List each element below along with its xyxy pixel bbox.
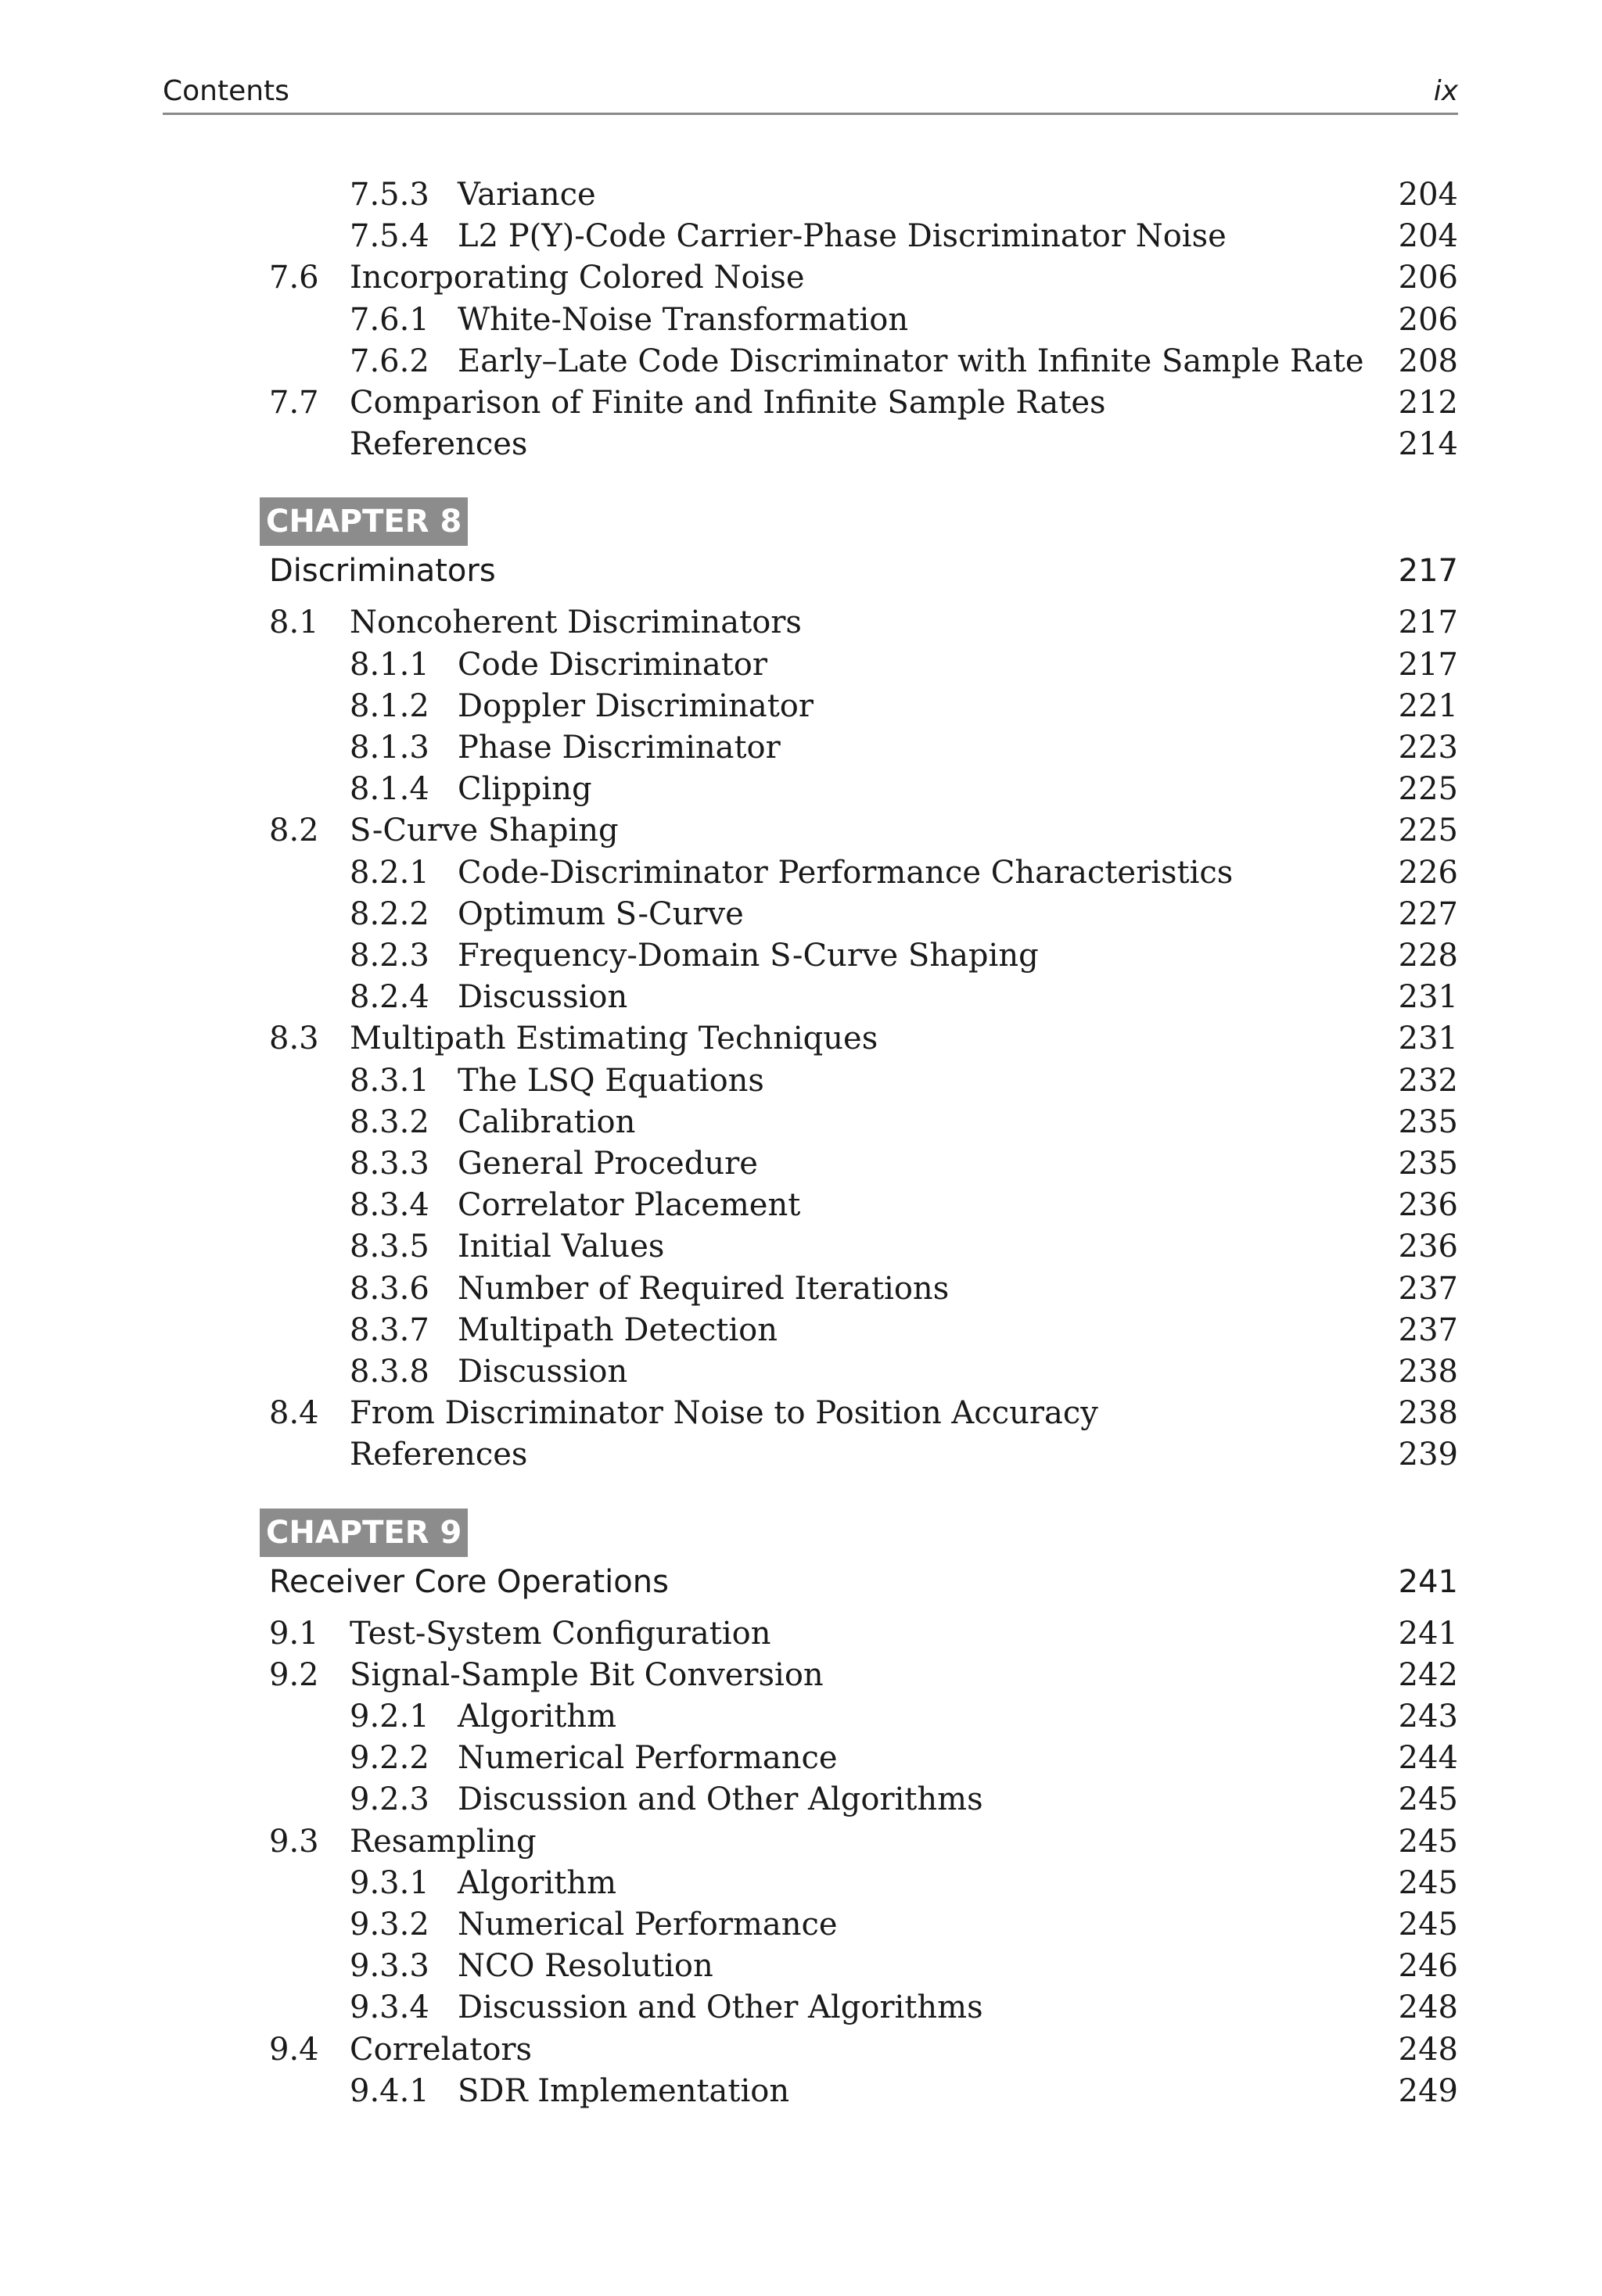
- toc-entry-page-number: 208: [1398, 343, 1458, 379]
- toc-entry-number: 7.7: [269, 385, 319, 421]
- toc-subsection-entry[interactable]: [0, 1102, 1602, 1143]
- toc-entry-page-number: 242: [1398, 1656, 1458, 1693]
- toc-entry-title: Test-System Configuration: [350, 1615, 771, 1652]
- running-header: [163, 75, 1458, 115]
- toc-entry-page-number: 245: [1398, 1907, 1458, 1943]
- toc-entry-page-number: 204: [1398, 177, 1458, 213]
- toc-entry-page-number: 241: [1398, 1615, 1458, 1652]
- chapter-title-entry[interactable]: [269, 1560, 1458, 1604]
- toc-entry-number: 8.1.3: [350, 730, 429, 766]
- toc-entry-title: From Discriminator Noise to Position Accuracy: [350, 1395, 1098, 1432]
- toc-entry-page-number: 227: [1398, 895, 1458, 932]
- toc-entry-title: Noncoherent Discriminators: [350, 604, 802, 641]
- toc-subsection-entry[interactable]: [0, 1268, 1602, 1310]
- toc-subsection-entry[interactable]: [0, 1226, 1602, 1268]
- toc-entry-number: 8.1.2: [350, 687, 429, 724]
- toc-entry-title: The LSQ Equations: [458, 1062, 764, 1099]
- toc-subsection-entry[interactable]: [0, 1060, 1602, 1102]
- toc-entry-number: 9.3.1: [350, 1864, 429, 1901]
- toc-subsection-entry[interactable]: [0, 2071, 1602, 2112]
- chapter-badge: CHAPTER 9: [260, 1509, 468, 1557]
- toc-entry-title: Incorporating Colored Noise: [350, 260, 805, 296]
- toc-subsection-entry[interactable]: [0, 1738, 1602, 1779]
- toc-subsection-entry[interactable]: [0, 300, 1602, 341]
- toc-subsection-entry[interactable]: [0, 894, 1602, 935]
- toc-entry-number: 8.3.2: [350, 1103, 429, 1140]
- toc-entry-number: 8.3.6: [350, 1270, 429, 1307]
- toc-subsection-entry[interactable]: [0, 1987, 1602, 2029]
- toc-entry-title: Clipping: [458, 771, 592, 808]
- toc-entry-number: 8.2.1: [350, 854, 429, 891]
- toc-subsection-entry[interactable]: [0, 1143, 1602, 1185]
- toc-entry-number: 9.2.1: [350, 1699, 429, 1735]
- chapter-badge: CHAPTER 8: [260, 497, 468, 546]
- chapter-title: Discriminators: [269, 553, 496, 590]
- toc-entry-number: 8.3.5: [350, 1229, 429, 1265]
- toc-entry-title: Signal-Sample Bit Conversion: [350, 1656, 824, 1693]
- toc-entry-title: Correlator Placement: [458, 1187, 801, 1224]
- toc-subsection-entry[interactable]: [0, 769, 1602, 810]
- toc-entry-title: Variance: [458, 177, 596, 213]
- toc-section-entry[interactable]: [0, 1613, 1602, 1655]
- toc-entry-number: 9.4.1: [350, 2072, 429, 2109]
- toc-entry-number: 9.4: [269, 2031, 319, 2068]
- toc-entry-title: White-Noise Transformation: [458, 301, 909, 338]
- toc-entry-title: Numerical Performance: [458, 1740, 838, 1777]
- toc-entry-page-number: 236: [1398, 1187, 1458, 1224]
- toc-section-entry[interactable]: [0, 1821, 1602, 1863]
- chapter-page-number: 217: [1398, 553, 1458, 590]
- toc-entry-title: Number of Required Iterations: [458, 1270, 950, 1307]
- toc-entry-number: 8.3.8: [350, 1354, 429, 1390]
- toc-references-entry[interactable]: [0, 424, 1602, 465]
- toc-entry-number: 7.6.2: [350, 343, 429, 379]
- toc-subsection-entry[interactable]: [0, 852, 1602, 894]
- toc-entry-page-number: 245: [1398, 1781, 1458, 1818]
- toc-entry-page-number: 243: [1398, 1699, 1458, 1735]
- toc-section-entry[interactable]: [0, 810, 1602, 852]
- toc-entry-page-number: 228: [1398, 938, 1458, 974]
- toc-entry-title: Discussion: [458, 1354, 628, 1390]
- toc-entry-number: 8.1: [269, 604, 319, 641]
- toc-entry-title: Calibration: [458, 1103, 636, 1140]
- toc-subsection-entry[interactable]: [0, 1185, 1602, 1226]
- toc-entry-title: Comparison of Finite and Infinite Sample Rates: [350, 385, 1106, 421]
- toc-entry-page-number: 248: [1398, 2031, 1458, 2068]
- toc-section-entry[interactable]: [0, 1018, 1602, 1060]
- toc-entry-title: Discussion and Other Algorithms: [458, 1989, 983, 2026]
- toc-section-entry[interactable]: [0, 602, 1602, 644]
- toc-entry-number: 9.3.4: [350, 1989, 429, 2026]
- toc-entry-title: Optimum S-Curve: [458, 895, 744, 932]
- toc-entry-number: 8.3: [269, 1021, 319, 1057]
- toc-entry-page-number: 235: [1398, 1103, 1458, 1140]
- toc-entry-page-number: 237: [1398, 1270, 1458, 1307]
- toc-subsection-entry[interactable]: [0, 1779, 1602, 1821]
- toc-entry-number: 9.2.3: [350, 1781, 429, 1818]
- toc-subsection-entry[interactable]: [0, 686, 1602, 727]
- chapter-title-entry[interactable]: [269, 549, 1458, 593]
- toc-entry-page-number: 212: [1398, 385, 1458, 421]
- toc-entry-number: 9.2.2: [350, 1740, 429, 1777]
- toc-entry-page-number: 245: [1398, 1864, 1458, 1901]
- toc-entry-number: 8.2: [269, 813, 319, 849]
- toc-entry-number: 8.1.1: [350, 646, 429, 683]
- toc-entry-page-number: 232: [1398, 1062, 1458, 1099]
- toc-entry-page-number: 206: [1398, 260, 1458, 296]
- toc-entry-number: 7.6.1: [350, 301, 429, 338]
- toc-entry-number: 9.1: [269, 1615, 319, 1652]
- toc-entry-number: 7.5.3: [350, 177, 429, 213]
- toc-entry-number: 8.2.3: [350, 938, 429, 974]
- toc-section-entry[interactable]: [0, 382, 1602, 424]
- toc-entry-number: 8.2.4: [350, 979, 429, 1016]
- toc-entry-title: Algorithm: [458, 1699, 617, 1735]
- toc-subsection-entry[interactable]: [0, 1946, 1602, 1987]
- toc-entry-page-number: 238: [1398, 1354, 1458, 1390]
- toc-entry-title: References: [350, 1437, 528, 1473]
- chapter-title: Receiver Core Operations: [269, 1563, 669, 1600]
- toc-subsection-entry[interactable]: [0, 644, 1602, 686]
- toc-entry-number: 8.2.2: [350, 895, 429, 932]
- toc-entry-page-number: 245: [1398, 1823, 1458, 1860]
- toc-entry-title: Multipath Detection: [458, 1311, 778, 1348]
- toc-entry-title: Frequency-Domain S-Curve Shaping: [458, 938, 1039, 974]
- toc-entry-page-number: 235: [1398, 1146, 1458, 1182]
- chapter-page-number: 241: [1398, 1563, 1458, 1600]
- toc-subsection-entry[interactable]: [0, 1696, 1602, 1738]
- toc-entry-number: 8.4: [269, 1395, 319, 1432]
- toc-entry-page-number: 204: [1398, 218, 1458, 255]
- toc-subsection-entry[interactable]: [0, 174, 1602, 216]
- toc-entry-number: 9.3.2: [350, 1907, 429, 1943]
- toc-entry-number: 8.3.3: [350, 1146, 429, 1182]
- toc-entry-page-number: 206: [1398, 301, 1458, 338]
- toc-entry-title: Correlators: [350, 2031, 533, 2068]
- toc-entry-title: Doppler Discriminator: [458, 687, 814, 724]
- toc-subsection-entry[interactable]: [0, 1310, 1602, 1351]
- toc-entry-number: 7.6: [269, 260, 319, 296]
- toc-entry-page-number: 225: [1398, 813, 1458, 849]
- toc-entry-page-number: 217: [1398, 604, 1458, 641]
- toc-entry-title: References: [350, 426, 528, 463]
- running-header-page-number: ix: [1433, 75, 1458, 107]
- toc-subsection-entry[interactable]: [0, 935, 1602, 977]
- toc-entry-page-number: 244: [1398, 1740, 1458, 1777]
- toc-entry-title: Numerical Performance: [458, 1907, 838, 1943]
- toc-entry-page-number: 239: [1398, 1437, 1458, 1473]
- toc-entry-title: NCO Resolution: [458, 1948, 713, 1985]
- toc-section-entry[interactable]: [0, 2029, 1602, 2071]
- toc-entry-page-number: 226: [1398, 854, 1458, 891]
- toc-entry-title: L2 P(Y)-Code Carrier-Phase Discriminator Noise: [458, 218, 1227, 255]
- toc-entry-number: 8.1.4: [350, 771, 429, 808]
- toc-entry-title: General Procedure: [458, 1146, 758, 1182]
- toc-references-entry[interactable]: [0, 1434, 1602, 1476]
- toc-entry-page-number: 246: [1398, 1948, 1458, 1985]
- toc-entry-page-number: 237: [1398, 1311, 1458, 1348]
- toc-subsection-entry[interactable]: [0, 1904, 1602, 1946]
- toc-entry-title: Multipath Estimating Techniques: [350, 1021, 878, 1057]
- toc-entry-title: SDR Implementation: [458, 2072, 790, 2109]
- toc-entry-title: Early–Late Code Discriminator with Infinite Sample Rate: [458, 343, 1364, 379]
- toc-entry-title: Code Discriminator: [458, 646, 767, 683]
- toc-entry-page-number: 231: [1398, 979, 1458, 1016]
- toc-entry-page-number: 225: [1398, 771, 1458, 808]
- toc-entry-title: Resampling: [350, 1823, 537, 1860]
- toc-entry-page-number: 238: [1398, 1395, 1458, 1432]
- toc-entry-number: 7.5.4: [350, 218, 429, 255]
- toc-subsection-entry[interactable]: [0, 216, 1602, 257]
- toc-entry-number: 8.3.4: [350, 1187, 429, 1224]
- toc-entry-page-number: 236: [1398, 1229, 1458, 1265]
- toc-entry-number: 8.3.1: [350, 1062, 429, 1099]
- toc-entry-title: Algorithm: [458, 1864, 617, 1901]
- toc-section-entry[interactable]: [0, 257, 1602, 299]
- toc-entry-title: Discussion: [458, 979, 628, 1016]
- toc-subsection-entry[interactable]: [0, 727, 1602, 769]
- toc-entry-number: 9.3: [269, 1823, 319, 1860]
- toc-entry-page-number: 231: [1398, 1021, 1458, 1057]
- toc-section-entry[interactable]: [0, 1655, 1602, 1696]
- toc-section-entry[interactable]: [0, 1393, 1602, 1434]
- toc-entry-number: 9.2: [269, 1656, 319, 1693]
- toc-entry-page-number: 214: [1398, 426, 1458, 463]
- toc-subsection-entry[interactable]: [0, 341, 1602, 382]
- toc-entry-title: S-Curve Shaping: [350, 813, 619, 849]
- running-header-title: Contents: [163, 75, 289, 107]
- toc-entry-title: Discussion and Other Algorithms: [458, 1781, 983, 1818]
- toc-entry-title: Code-Discriminator Performance Characteristics: [458, 854, 1234, 891]
- toc-subsection-entry[interactable]: [0, 1351, 1602, 1393]
- toc-entry-page-number: 223: [1398, 730, 1458, 766]
- toc-entry-page-number: 221: [1398, 687, 1458, 724]
- toc-entry-title: Initial Values: [458, 1229, 665, 1265]
- toc-subsection-entry[interactable]: [0, 977, 1602, 1018]
- toc-entry-page-number: 249: [1398, 2072, 1458, 2109]
- toc-entry-title: Phase Discriminator: [458, 730, 781, 766]
- toc-entry-page-number: 248: [1398, 1989, 1458, 2026]
- toc-subsection-entry[interactable]: [0, 1863, 1602, 1904]
- toc-entry-page-number: 217: [1398, 646, 1458, 683]
- toc-entry-number: 9.3.3: [350, 1948, 429, 1985]
- toc-entry-number: 8.3.7: [350, 1311, 429, 1348]
